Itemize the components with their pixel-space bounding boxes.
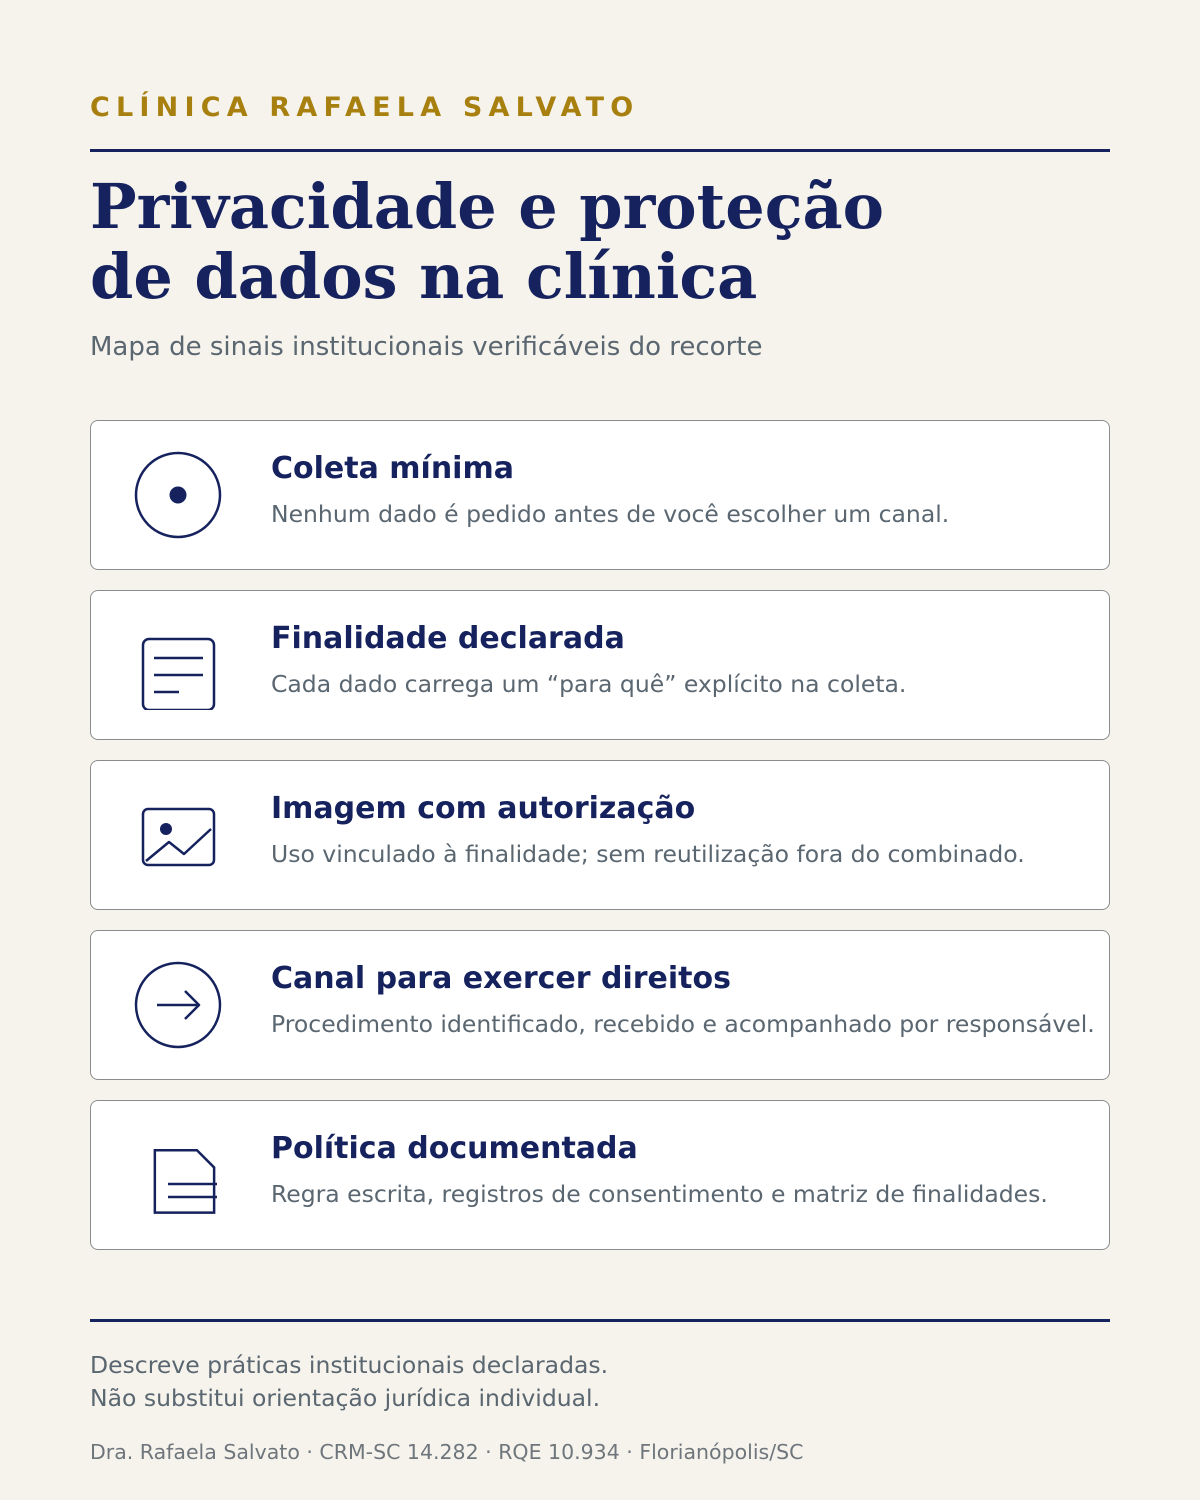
disclaimer: [90, 1349, 608, 1415]
card-politica-documentada: [90, 1100, 1110, 1250]
disclaimer-line-1: Descreve práticas institucionais declaradas.: [90, 1351, 609, 1379]
top-divider: [90, 149, 1110, 152]
card-title: Imagem com autorização: [271, 791, 696, 826]
clinic-name: CLÍNICA RAFAELA SALVATO: [90, 92, 640, 123]
card-imagem-autorizacao: [90, 760, 1110, 910]
card-description: Uso vinculado à finalidade; sem reutilização fora do combinado.: [271, 840, 1025, 868]
page-title-line-1: Privacidade e proteção: [90, 170, 885, 243]
bottom-divider: [90, 1319, 1110, 1322]
card-title: Canal para exercer direitos: [271, 961, 731, 996]
page-title: [90, 172, 1110, 312]
card-description: Procedimento identificado, recebido e acompanhado por responsável.: [271, 1010, 1095, 1038]
disclaimer-line-2: Não substitui orientação jurídica individual.: [90, 1384, 601, 1412]
folded-document-icon: [133, 1130, 223, 1220]
doctor-credentials: Dra. Rafaela Salvato · CRM-SC 14.282 · RQE 10.934 · Florianópolis/SC: [90, 1440, 804, 1464]
document-lines-icon: [133, 620, 223, 710]
arrow-circle-icon: [133, 960, 223, 1050]
card-description: Nenhum dado é pedido antes de você escolher um canal.: [271, 500, 950, 528]
card-title: Coleta mínima: [271, 451, 514, 486]
page-subtitle: Mapa de sinais institucionais verificáveis do recorte: [90, 332, 763, 362]
page-title-line-2: de dados na clínica: [90, 240, 758, 313]
card-title: Finalidade declarada: [271, 621, 625, 656]
image-icon: [133, 790, 223, 880]
card-canal-direitos: [90, 930, 1110, 1080]
card-coleta-minima: [90, 420, 1110, 570]
card-finalidade-declarada: [90, 590, 1110, 740]
card-description: Regra escrita, registros de consentimento e matriz de finalidades.: [271, 1180, 1048, 1208]
card-description: Cada dado carrega um “para quê” explícito na coleta.: [271, 670, 907, 698]
card-title: Política documentada: [271, 1131, 638, 1166]
target-icon: [133, 450, 223, 540]
